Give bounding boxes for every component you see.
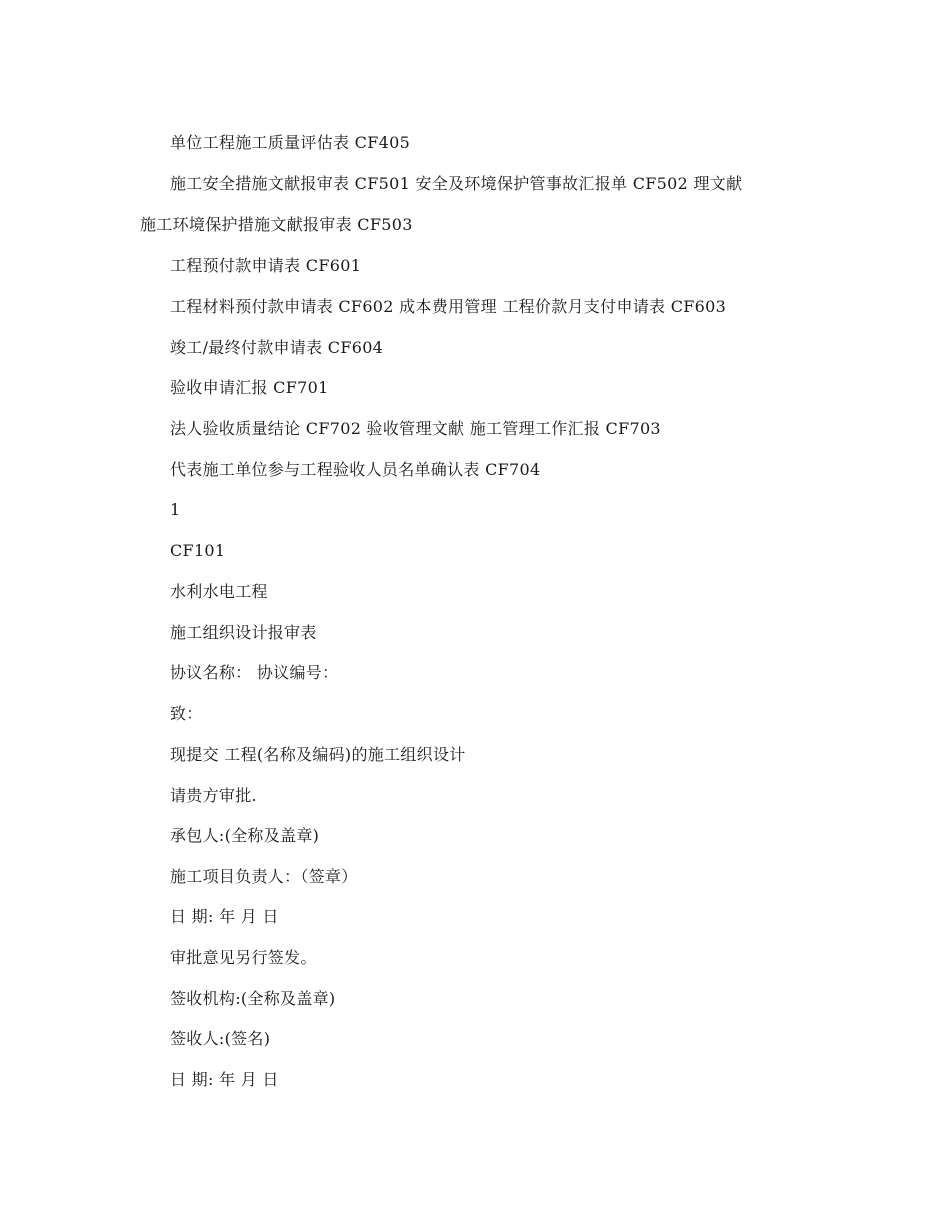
receiving-org-label: 签收机构:(全称及盖章) (170, 989, 336, 1008)
addressee-label: 致： (170, 704, 203, 723)
page-number: 1 (170, 500, 181, 519)
approval-request: 请贵方审批. (170, 786, 257, 805)
form-code: CF101 (170, 541, 226, 560)
approval-note: 审批意见另行签发。 (170, 948, 317, 967)
contractor-label: 承包人:(全称及盖章) (170, 826, 320, 845)
date-label-2: 日 期: 年 月 日 (170, 1070, 279, 1089)
receiver-label: 签收人:(签名) (170, 1029, 271, 1048)
project-type: 水利水电工程 (170, 582, 268, 601)
index-line-cf501-cf502: 施工安全措施文献报审表 CF501 安全及环境保护管事故汇报单 CF502 理文献 (170, 174, 743, 193)
index-line-cf602-cf603: 工程材料预付款申请表 CF602 成本费用管理 工程价款月支付申请表 CF603 (170, 297, 727, 316)
submission-text: 现提交 工程(名称及编码)的施工组织设计 (170, 745, 466, 764)
index-line-cf701: 验收申请汇报 CF701 (170, 378, 329, 397)
index-line-cf604: 竣工/最终付款申请表 CF604 (170, 338, 384, 357)
agreement-fields: 协议名称： 协议编号： (170, 663, 339, 682)
index-line-cf702-cf703: 法人验收质量结论 CF702 验收管理文献 施工管理工作汇报 CF703 (170, 419, 661, 438)
date-label-1: 日 期: 年 月 日 (170, 907, 279, 926)
index-line-cf405: 单位工程施工质量评估表 CF405 (170, 133, 411, 152)
project-manager-label: 施工项目负责人：（签章） (170, 867, 358, 886)
form-title: 施工组织设计报审表 (170, 623, 317, 642)
index-line-cf503: 施工环境保护措施文献报审表 CF503 (140, 215, 413, 234)
index-line-cf601: 工程预付款申请表 CF601 (170, 256, 362, 275)
index-line-cf704: 代表施工单位参与工程验收人员名单确认表 CF704 (170, 460, 541, 479)
